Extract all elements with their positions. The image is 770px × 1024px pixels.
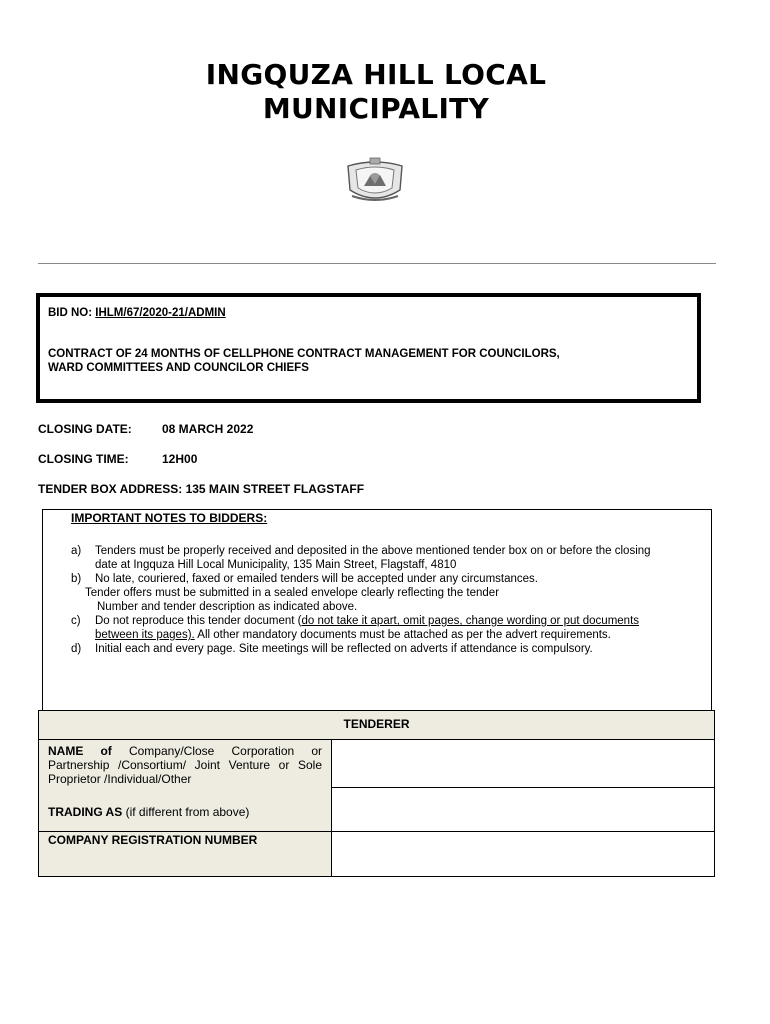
note-c-marker: c)	[71, 615, 81, 627]
bid-number-label: BID NO:	[48, 307, 96, 319]
trading-as-label-rest: (if different from above)	[122, 805, 250, 819]
note-a-line-2: date at Ingquza Hill Local Municipality, 135 Main Street, Flagstaff, 4810	[95, 559, 457, 571]
note-b-marker: b)	[71, 573, 82, 585]
note-a	[53, 544, 715, 572]
registration-number-label: COMPANY REGISTRATION NUMBER	[48, 833, 258, 847]
note-c-line-1	[95, 614, 715, 628]
note-c-underlined-1: do not take it apart, omit pages, change wording or put documents	[301, 615, 640, 627]
company-name-label-rest: Company/Close Corporation or Partnership /Consortium/ Joint Venture or Sole Proprietor /Individual/Other	[48, 744, 322, 786]
notes-heading: IMPORTANT NOTES TO BIDDERS:	[71, 511, 268, 525]
registration-number-field[interactable]	[333, 832, 714, 875]
bid-number-value: IHLM/67/2020-21/ADMIN	[95, 307, 226, 319]
note-b-line-2: Tender offers must be submitted in a sealed envelope clearly reflecting the tender	[85, 587, 500, 599]
tenderer-header	[39, 711, 714, 740]
tenderer-label-column	[39, 740, 332, 876]
title-line-2: MUNICIPALITY	[262, 92, 490, 125]
note-d	[53, 642, 715, 656]
bid-description	[48, 347, 668, 375]
tenderer-heading: TENDERER	[343, 717, 410, 731]
header-divider	[38, 263, 716, 264]
note-b	[53, 572, 715, 586]
note-c-line-2	[95, 628, 715, 642]
closing-time-row	[38, 452, 197, 466]
trading-as-label	[48, 805, 249, 819]
note-d-marker: d)	[71, 643, 82, 655]
bid-description-line-2: WARD COMMITTEES AND COUNCILOR CHIEFS	[48, 362, 309, 374]
company-name-label-bold: NAME of	[48, 744, 112, 758]
closing-time-value: 12H00	[162, 452, 198, 466]
bid-number	[48, 307, 226, 319]
closing-date-label: CLOSING DATE:	[38, 422, 132, 436]
notes-list	[53, 544, 715, 656]
note-b-line-3: Number and tender description as indicated above.	[97, 601, 358, 613]
page-title	[0, 58, 752, 126]
bid-info-box	[36, 293, 701, 403]
important-notes-box	[42, 509, 712, 711]
note-c-underlined-2: between its pages).	[95, 629, 195, 641]
trading-as-label-bold: TRADING AS	[48, 805, 123, 819]
note-a-line-1: Tenders must be properly received and deposited in the above mentioned tender box on or before the closing	[95, 545, 651, 557]
trading-as-field[interactable]	[333, 788, 714, 830]
note-c	[53, 614, 715, 642]
note-b-line-1: No late, couriered, faxed or emailed tenders will be accepted under any circumstances.	[95, 573, 538, 585]
note-d-line-1: Initial each and every page. Site meetings will be reflected on adverts if attendance is compulsory.	[95, 643, 593, 655]
municipal-coat-of-arms-icon	[344, 156, 406, 206]
tender-box-address: TENDER BOX ADDRESS: 135 MAIN STREET FLAGSTAFF	[38, 482, 365, 496]
note-a-marker: a)	[71, 545, 82, 557]
bid-description-line-1: CONTRACT OF 24 MONTHS OF CELLPHONE CONTRACT MANAGEMENT FOR COUNCILORS,	[48, 348, 560, 360]
closing-time-label: CLOSING TIME:	[38, 452, 129, 466]
closing-date-row	[38, 422, 253, 436]
title-line-1: INGQUZA HILL LOCAL	[205, 58, 547, 91]
note-c-post: All other mandatory documents must be attached as per the advert requirements.	[194, 629, 611, 641]
closing-date-value: 08 MARCH 2022	[162, 422, 254, 436]
tenderer-table	[38, 710, 715, 877]
note-c-pre: Do not reproduce this tender document (	[95, 615, 302, 627]
company-name-field[interactable]	[333, 741, 714, 786]
company-name-label	[48, 744, 322, 786]
